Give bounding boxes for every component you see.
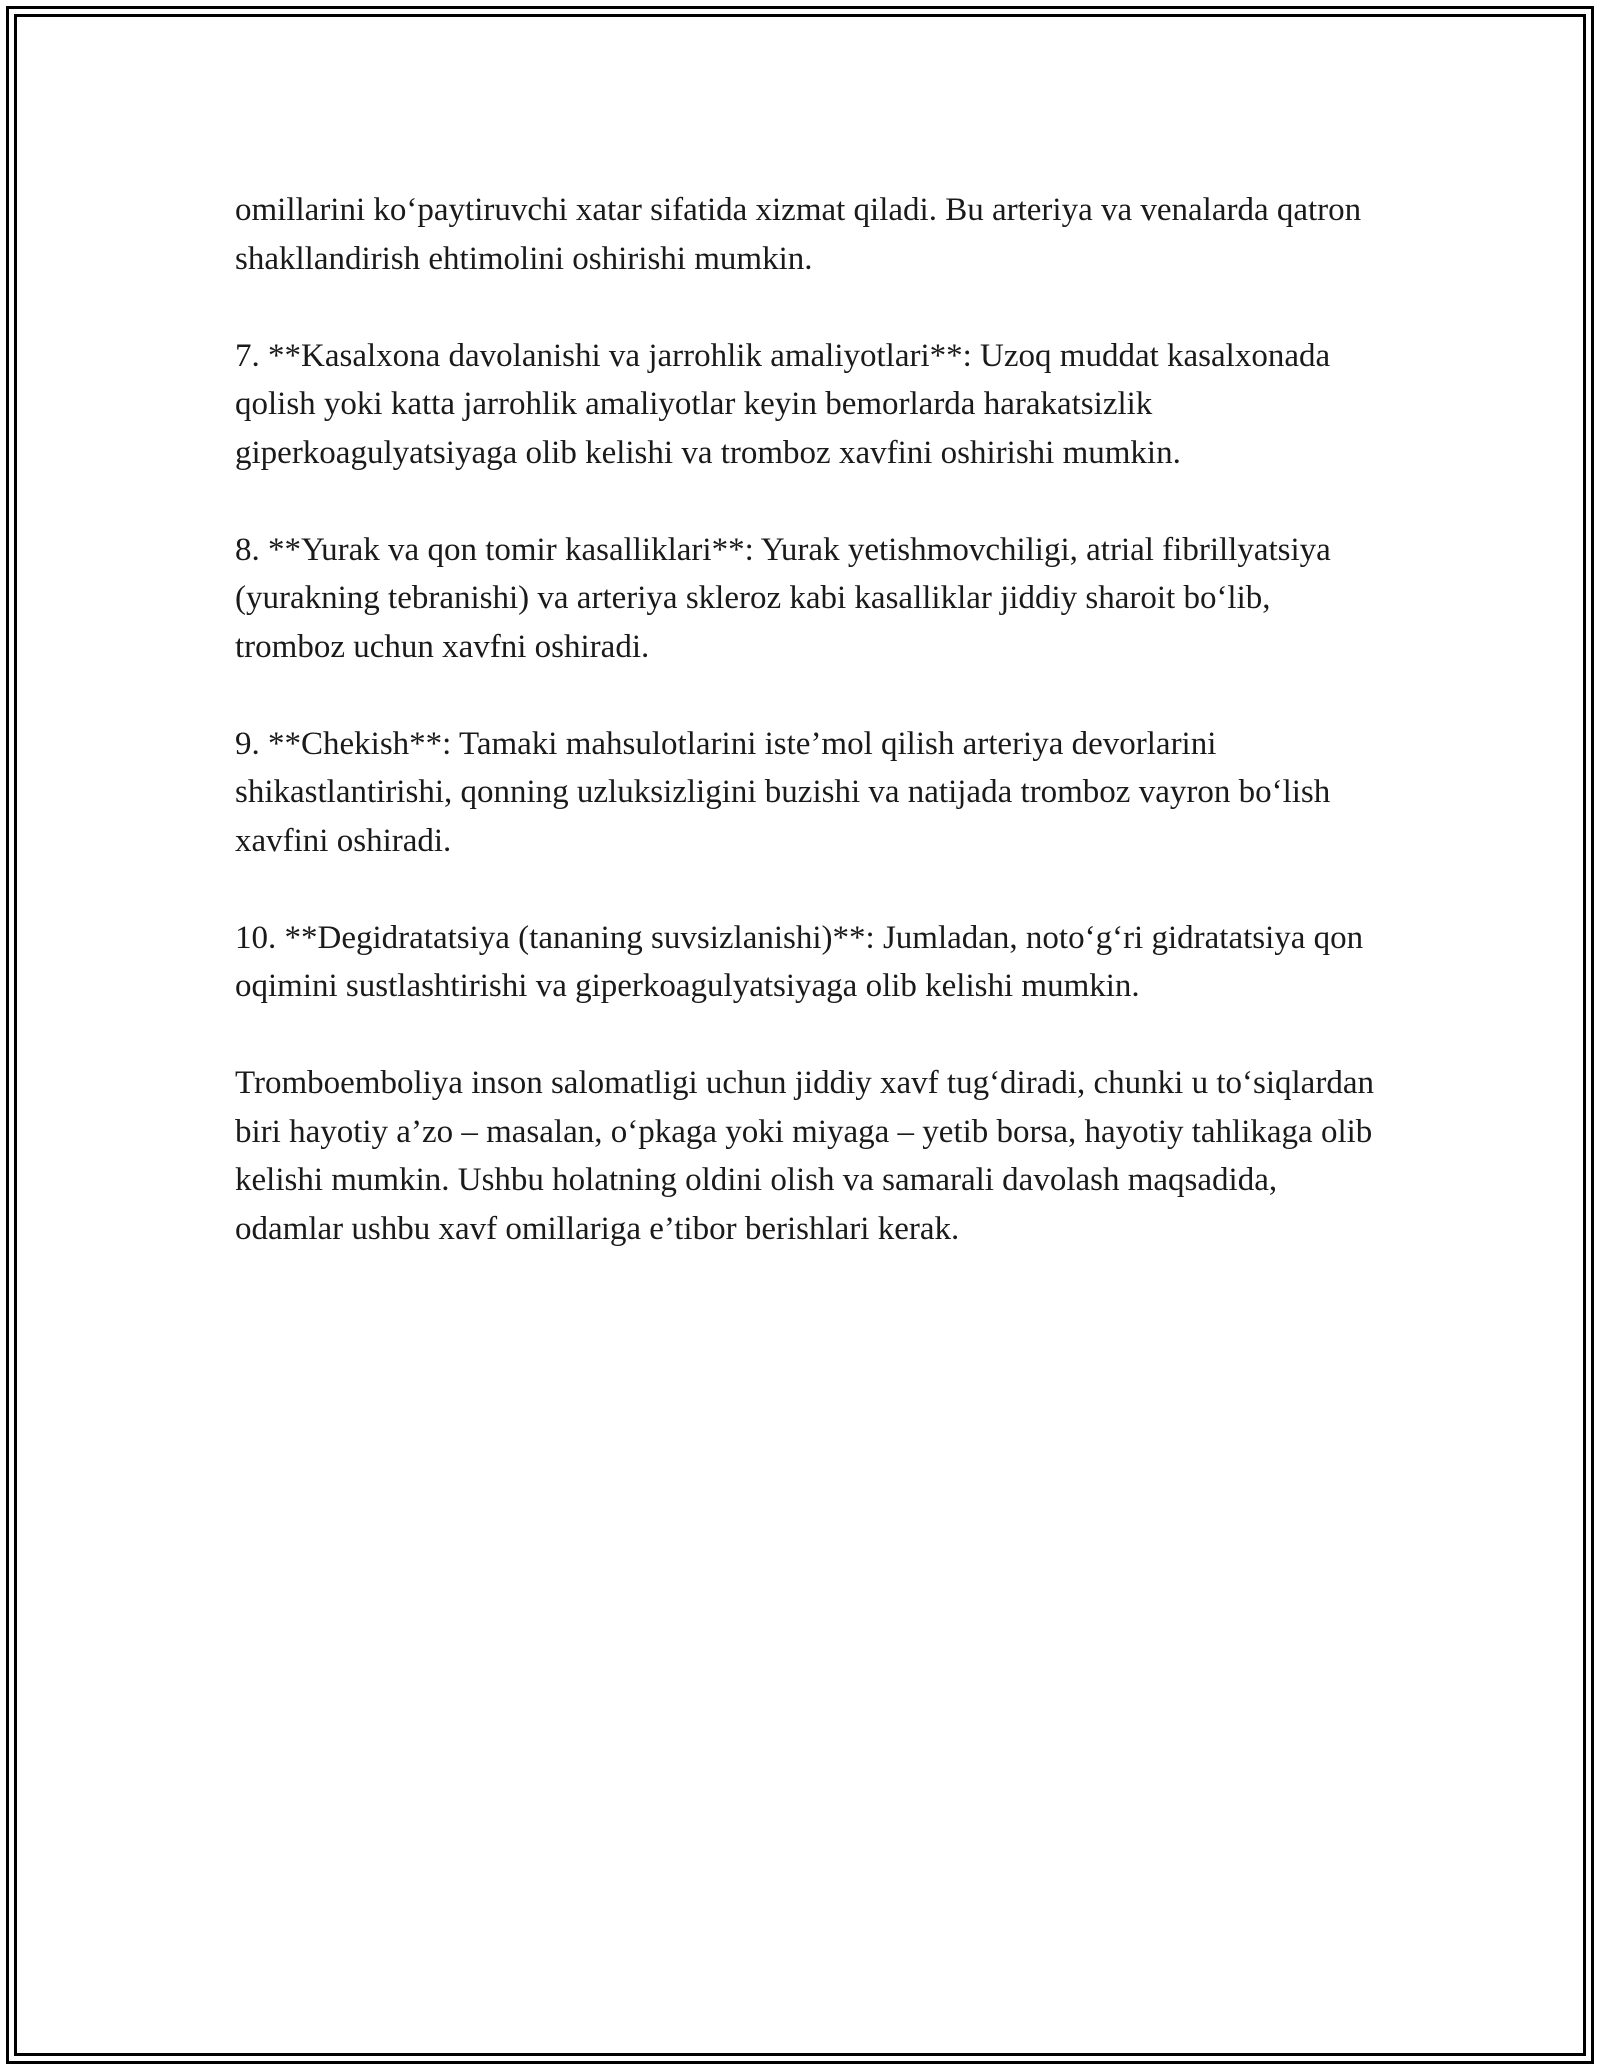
paragraph-item-10: 10. **Degidratatsiya (tananing suvsizlanishi)**: Jumladan, noto‘g‘ri gidratatsiya qon oqimini sustlashtirishi va giperkoagulyatsiyaga olib kelishi mumkin. [235,919,1364,1004]
document-body [235,186,1375,1253]
paragraph-continuation: omillarini ko‘paytiruvchi xatar sifatida xizmat qiladi. Bu arteriya va venalarda qatron shakllandirish ehtimolini oshirishi mumkin. [235,192,1362,277]
paragraph-item-8: 8. **Yurak va qon tomir kasalliklari**: Yurak yetishmovchiligi, atrial fibrillyatsiya (yurakning tebranishi) va arteriya skleroz kabi kasalliklar jiddiy sharoit bo‘lib, tromboz uchun xavfni oshiradi. [235,531,1331,665]
paragraph-conclusion: Tromboemboliya inson salomatligi uchun jiddiy xavf tug‘diradi, chunki u to‘siqlardan biri hayotiy a’zo – masalan, o‘pkaga yoki miyaga – yetib borsa, hayotiy tahlikaga olib kelishi mumkin. Ushbu holatning oldini olish va samarali davolash maqsadida, odamlar ushbu xavf omillariga e’tibor berishlari kerak. [235,1065,1374,1247]
paragraph-item-7: 7. **Kasalxona davolanishi va jarrohlik amaliyotlari**: Uzoq muddat kasalxonada qolish yoki katta jarrohlik amaliyotlar keyin bemorlarda harakatsizlik giperkoagulyatsiyaga olib kelishi va tromboz xavfini oshirishi mumkin. [235,337,1331,471]
paragraph-item-9: 9. **Chekish**: Tamaki mahsulotlarini iste’mol qilish arteriya devorlarini shikastlantirishi, qonning uzluksizligini buzishi va natijada tromboz vayron bo‘lish xavfini oshiradi. [235,725,1331,859]
